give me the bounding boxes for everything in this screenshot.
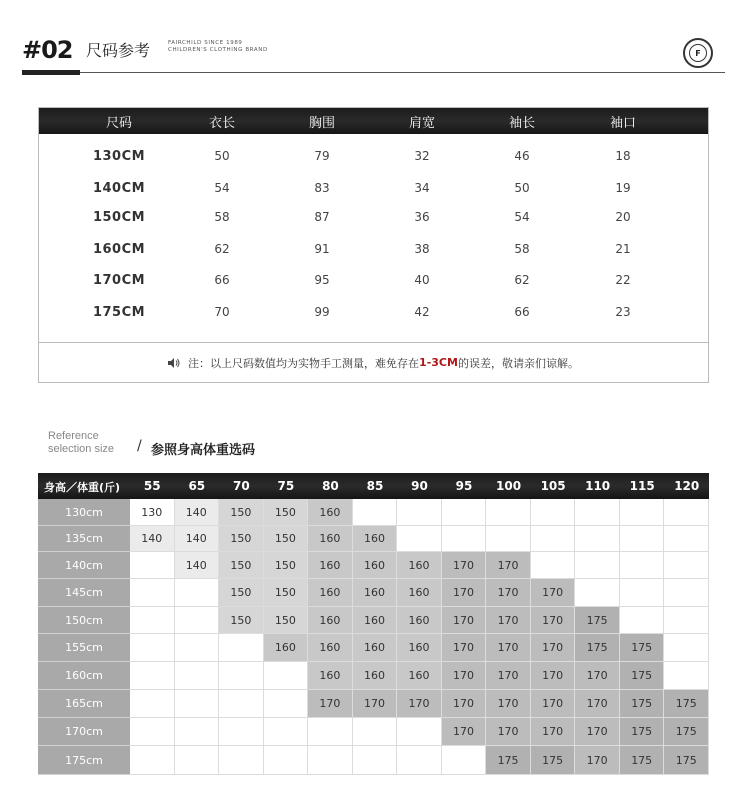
grid-empty-cell	[130, 690, 175, 718]
grid-empty-cell	[531, 552, 576, 579]
grid-empty-cell	[575, 526, 620, 552]
grid-empty-cell	[531, 526, 576, 552]
grid-empty-cell	[130, 579, 175, 607]
brand-logo-icon: F	[683, 38, 713, 68]
grid-size-cell: 160	[397, 579, 442, 607]
grid-size-cell: 170	[486, 607, 531, 634]
header-underline-thick	[22, 70, 80, 75]
size-value: 99	[314, 305, 330, 319]
reference-title: 参照身高体重选码	[151, 443, 256, 458]
grid-size-cell: 150	[219, 499, 264, 526]
grid-empty-cell	[175, 607, 220, 634]
grid-weight-header: 115	[629, 479, 655, 493]
size-value: 22	[615, 273, 631, 287]
grid-size-cell: 170	[486, 690, 531, 718]
grid-size-cell: 140	[130, 526, 175, 552]
grid-weight-header: 120	[674, 479, 700, 493]
grid-empty-cell	[442, 526, 487, 552]
grid-size-cell: 175	[664, 690, 709, 718]
grid-empty-cell	[175, 746, 220, 775]
grid-size-cell: 175	[620, 662, 665, 690]
size-value: 66	[514, 305, 530, 319]
grid-empty-cell	[264, 690, 309, 718]
grid-size-cell: 160	[308, 499, 353, 526]
grid-empty-cell	[575, 499, 620, 526]
grid-height-label: 165cm	[38, 690, 130, 718]
size-value: 70	[214, 305, 230, 319]
size-label: 150CM	[92, 210, 146, 225]
height-weight-grid	[38, 473, 709, 775]
grid-weight-header: 110	[585, 479, 611, 493]
grid-size-cell: 150	[219, 552, 264, 579]
measurement-note	[39, 342, 708, 383]
grid-empty-cell	[575, 579, 620, 607]
grid-size-cell: 175	[664, 746, 709, 775]
grid-size-cell: 170	[486, 552, 531, 579]
grid-size-cell: 170	[442, 607, 487, 634]
size-value: 50	[214, 149, 230, 163]
size-value: 83	[314, 181, 330, 195]
grid-empty-cell	[575, 552, 620, 579]
grid-size-cell: 160	[353, 526, 398, 552]
grid-size-cell: 170	[442, 579, 487, 607]
size-value: 34	[414, 181, 430, 195]
size-value: 66	[214, 273, 230, 287]
grid-empty-cell	[219, 690, 264, 718]
size-col-header: 衣长	[208, 116, 236, 131]
grid-empty-cell	[219, 718, 264, 746]
grid-size-cell: 170	[486, 662, 531, 690]
grid-empty-cell	[175, 690, 220, 718]
grid-size-cell: 140	[175, 552, 220, 579]
size-value: 87	[314, 210, 330, 224]
grid-size-cell: 175	[620, 746, 665, 775]
grid-size-cell: 160	[353, 662, 398, 690]
size-value: 40	[414, 273, 430, 287]
section-number: #02	[22, 36, 73, 64]
grid-size-cell: 170	[575, 746, 620, 775]
grid-size-cell: 175	[575, 607, 620, 634]
size-value: 62	[514, 273, 530, 287]
grid-empty-cell	[620, 579, 665, 607]
size-value: 58	[214, 210, 230, 224]
size-col-header: 尺码	[105, 116, 133, 131]
grid-empty-cell	[130, 607, 175, 634]
grid-empty-cell	[397, 718, 442, 746]
grid-size-cell: 140	[175, 499, 220, 526]
grid-size-cell: 175	[486, 746, 531, 775]
grid-size-cell: 160	[308, 607, 353, 634]
grid-empty-cell	[531, 499, 576, 526]
grid-size-cell: 150	[264, 526, 309, 552]
header-divider	[80, 72, 725, 73]
size-value: 38	[414, 242, 430, 256]
grid-size-cell: 160	[397, 607, 442, 634]
grid-size-cell: 175	[575, 634, 620, 662]
grid-size-cell: 140	[175, 526, 220, 552]
grid-height-label: 135cm	[38, 526, 130, 552]
grid-weight-header: 90	[411, 479, 428, 493]
grid-size-cell: 170	[442, 634, 487, 662]
grid-size-cell: 170	[531, 579, 576, 607]
reference-subtitle-en	[48, 430, 114, 456]
grid-size-cell: 150	[219, 526, 264, 552]
grid-empty-cell	[664, 607, 709, 634]
grid-empty-cell	[130, 552, 175, 579]
grid-empty-cell	[664, 526, 709, 552]
grid-header-row	[38, 473, 709, 499]
grid-empty-cell	[664, 634, 709, 662]
grid-size-cell: 160	[308, 662, 353, 690]
grid-empty-cell	[264, 746, 309, 775]
size-value: 79	[314, 149, 330, 163]
grid-size-cell: 160	[397, 634, 442, 662]
size-value: 19	[615, 181, 631, 195]
grid-empty-cell	[397, 526, 442, 552]
grid-empty-cell	[620, 499, 665, 526]
size-value: 54	[214, 181, 230, 195]
grid-weight-header: 80	[322, 479, 339, 493]
grid-size-cell: 170	[308, 690, 353, 718]
grid-empty-cell	[486, 499, 531, 526]
grid-height-label: 130cm	[38, 499, 130, 526]
size-value: 36	[414, 210, 430, 224]
grid-size-cell: 130	[130, 499, 175, 526]
reference-en-line-2: selection size	[48, 443, 115, 455]
grid-size-cell: 160	[264, 634, 309, 662]
grid-empty-cell	[664, 499, 709, 526]
size-value: 46	[514, 149, 530, 163]
grid-weight-header: 100	[496, 479, 522, 493]
grid-size-cell: 170	[442, 552, 487, 579]
grid-corner-label: 身高／体重(斤)	[44, 481, 121, 494]
grid-empty-cell	[219, 634, 264, 662]
grid-size-cell: 175	[531, 746, 576, 775]
grid-size-cell: 175	[620, 634, 665, 662]
grid-empty-cell	[353, 499, 398, 526]
grid-empty-cell	[486, 526, 531, 552]
grid-empty-cell	[219, 746, 264, 775]
grid-empty-cell	[175, 718, 220, 746]
size-value: 32	[414, 149, 430, 163]
size-value: 95	[314, 273, 330, 287]
size-label: 175CM	[92, 305, 146, 320]
grid-empty-cell	[620, 526, 665, 552]
size-col-header: 袖口	[609, 116, 637, 131]
brand-text	[168, 40, 268, 54]
grid-size-cell: 170	[486, 579, 531, 607]
size-col-header: 胸围	[308, 116, 336, 131]
brand-line-2: CHILDREN'S CLOTHING BRAND	[168, 47, 268, 53]
grid-weight-header: 85	[366, 479, 384, 493]
grid-weight-header: 65	[188, 479, 206, 493]
grid-empty-cell	[397, 746, 442, 775]
grid-size-cell: 175	[664, 718, 709, 746]
grid-weight-header: 55	[143, 479, 161, 493]
brand-line-1: FAIRCHILD SINCE 1989	[168, 40, 243, 46]
grid-height-label: 145cm	[38, 579, 130, 607]
grid-empty-cell	[308, 718, 353, 746]
grid-size-cell: 170	[353, 690, 398, 718]
grid-height-label: 170cm	[38, 718, 130, 746]
size-value: 91	[314, 242, 330, 256]
size-col-header: 肩宽	[408, 116, 436, 131]
grid-size-cell: 170	[442, 718, 487, 746]
grid-size-cell: 170	[531, 662, 576, 690]
grid-size-cell: 160	[308, 634, 353, 662]
grid-empty-cell	[130, 718, 175, 746]
grid-size-cell: 160	[353, 579, 398, 607]
size-label: 140CM	[92, 181, 146, 196]
size-label: 130CM	[92, 149, 146, 164]
grid-empty-cell	[264, 662, 309, 690]
grid-empty-cell	[130, 662, 175, 690]
size-value: 21	[615, 242, 631, 256]
grid-size-cell: 150	[219, 579, 264, 607]
grid-weight-header: 105	[540, 479, 566, 493]
size-col-header: 袖长	[508, 116, 536, 131]
grid-empty-cell	[130, 746, 175, 775]
grid-empty-cell	[442, 499, 487, 526]
grid-size-cell: 175	[620, 690, 665, 718]
grid-empty-cell	[264, 718, 309, 746]
grid-size-cell: 170	[531, 634, 576, 662]
grid-size-cell: 170	[442, 690, 487, 718]
size-value: 58	[514, 242, 530, 256]
grid-size-cell: 160	[353, 607, 398, 634]
grid-size-cell: 150	[264, 607, 309, 634]
grid-size-cell: 170	[486, 634, 531, 662]
grid-weight-header: 70	[232, 479, 250, 493]
note-text-highlight: 1-3CM	[419, 356, 458, 369]
grid-size-cell: 170	[531, 718, 576, 746]
grid-height-label: 150cm	[38, 607, 130, 634]
grid-size-cell: 170	[575, 718, 620, 746]
size-value: 50	[514, 181, 530, 195]
size-chart-header-row	[39, 108, 708, 134]
size-value: 20	[615, 210, 631, 224]
grid-height-label: 155cm	[38, 634, 130, 662]
size-value: 42	[414, 305, 430, 319]
grid-empty-cell	[175, 662, 220, 690]
grid-height-label: 160cm	[38, 662, 130, 690]
grid-empty-cell	[353, 746, 398, 775]
size-label: 160CM	[92, 242, 146, 257]
grid-empty-cell	[664, 662, 709, 690]
grid-empty-cell	[130, 634, 175, 662]
grid-size-cell: 170	[397, 690, 442, 718]
section-title: 尺码参考	[86, 41, 151, 60]
grid-empty-cell	[397, 499, 442, 526]
grid-empty-cell	[442, 746, 487, 775]
grid-size-cell: 170	[531, 607, 576, 634]
size-label: 170CM	[92, 273, 146, 288]
grid-size-cell: 150	[219, 607, 264, 634]
note-text-prefix: 注：以上尺码数值均为实物手工测量，难免存在	[188, 356, 420, 370]
note-text-suffix: 的误差，敬请亲们谅解。	[457, 356, 579, 370]
grid-size-cell: 160	[308, 526, 353, 552]
grid-empty-cell	[664, 552, 709, 579]
size-value: 18	[615, 149, 631, 163]
grid-size-cell: 160	[353, 634, 398, 662]
speaker-icon	[168, 358, 180, 368]
grid-empty-cell	[175, 634, 220, 662]
grid-body	[38, 499, 709, 775]
grid-height-label: 175cm	[38, 746, 130, 775]
grid-empty-cell	[664, 579, 709, 607]
grid-size-cell: 150	[264, 552, 309, 579]
grid-size-cell: 160	[308, 579, 353, 607]
grid-size-cell: 160	[353, 552, 398, 579]
grid-empty-cell	[620, 607, 665, 634]
size-chart-table	[38, 107, 709, 383]
grid-empty-cell	[620, 552, 665, 579]
grid-empty-cell	[175, 579, 220, 607]
grid-empty-cell	[308, 746, 353, 775]
grid-size-cell: 170	[575, 690, 620, 718]
grid-size-cell: 160	[397, 552, 442, 579]
grid-size-cell: 160	[397, 662, 442, 690]
grid-size-cell: 170	[531, 690, 576, 718]
grid-size-cell: 175	[620, 718, 665, 746]
grid-size-cell: 170	[575, 662, 620, 690]
size-value: 54	[514, 210, 530, 224]
grid-size-cell: 150	[264, 499, 309, 526]
grid-weight-header: 95	[455, 479, 473, 493]
grid-empty-cell	[353, 718, 398, 746]
size-value: 23	[615, 305, 631, 319]
grid-weight-header: 75	[277, 479, 295, 493]
grid-empty-cell	[219, 662, 264, 690]
grid-height-label: 140cm	[38, 552, 130, 579]
reference-slash: /	[137, 438, 142, 454]
size-value: 62	[214, 242, 230, 256]
grid-size-cell: 170	[442, 662, 487, 690]
grid-size-cell: 170	[486, 718, 531, 746]
grid-size-cell: 160	[308, 552, 353, 579]
reference-en-line-1: Reference	[48, 430, 99, 442]
grid-size-cell: 150	[264, 579, 309, 607]
